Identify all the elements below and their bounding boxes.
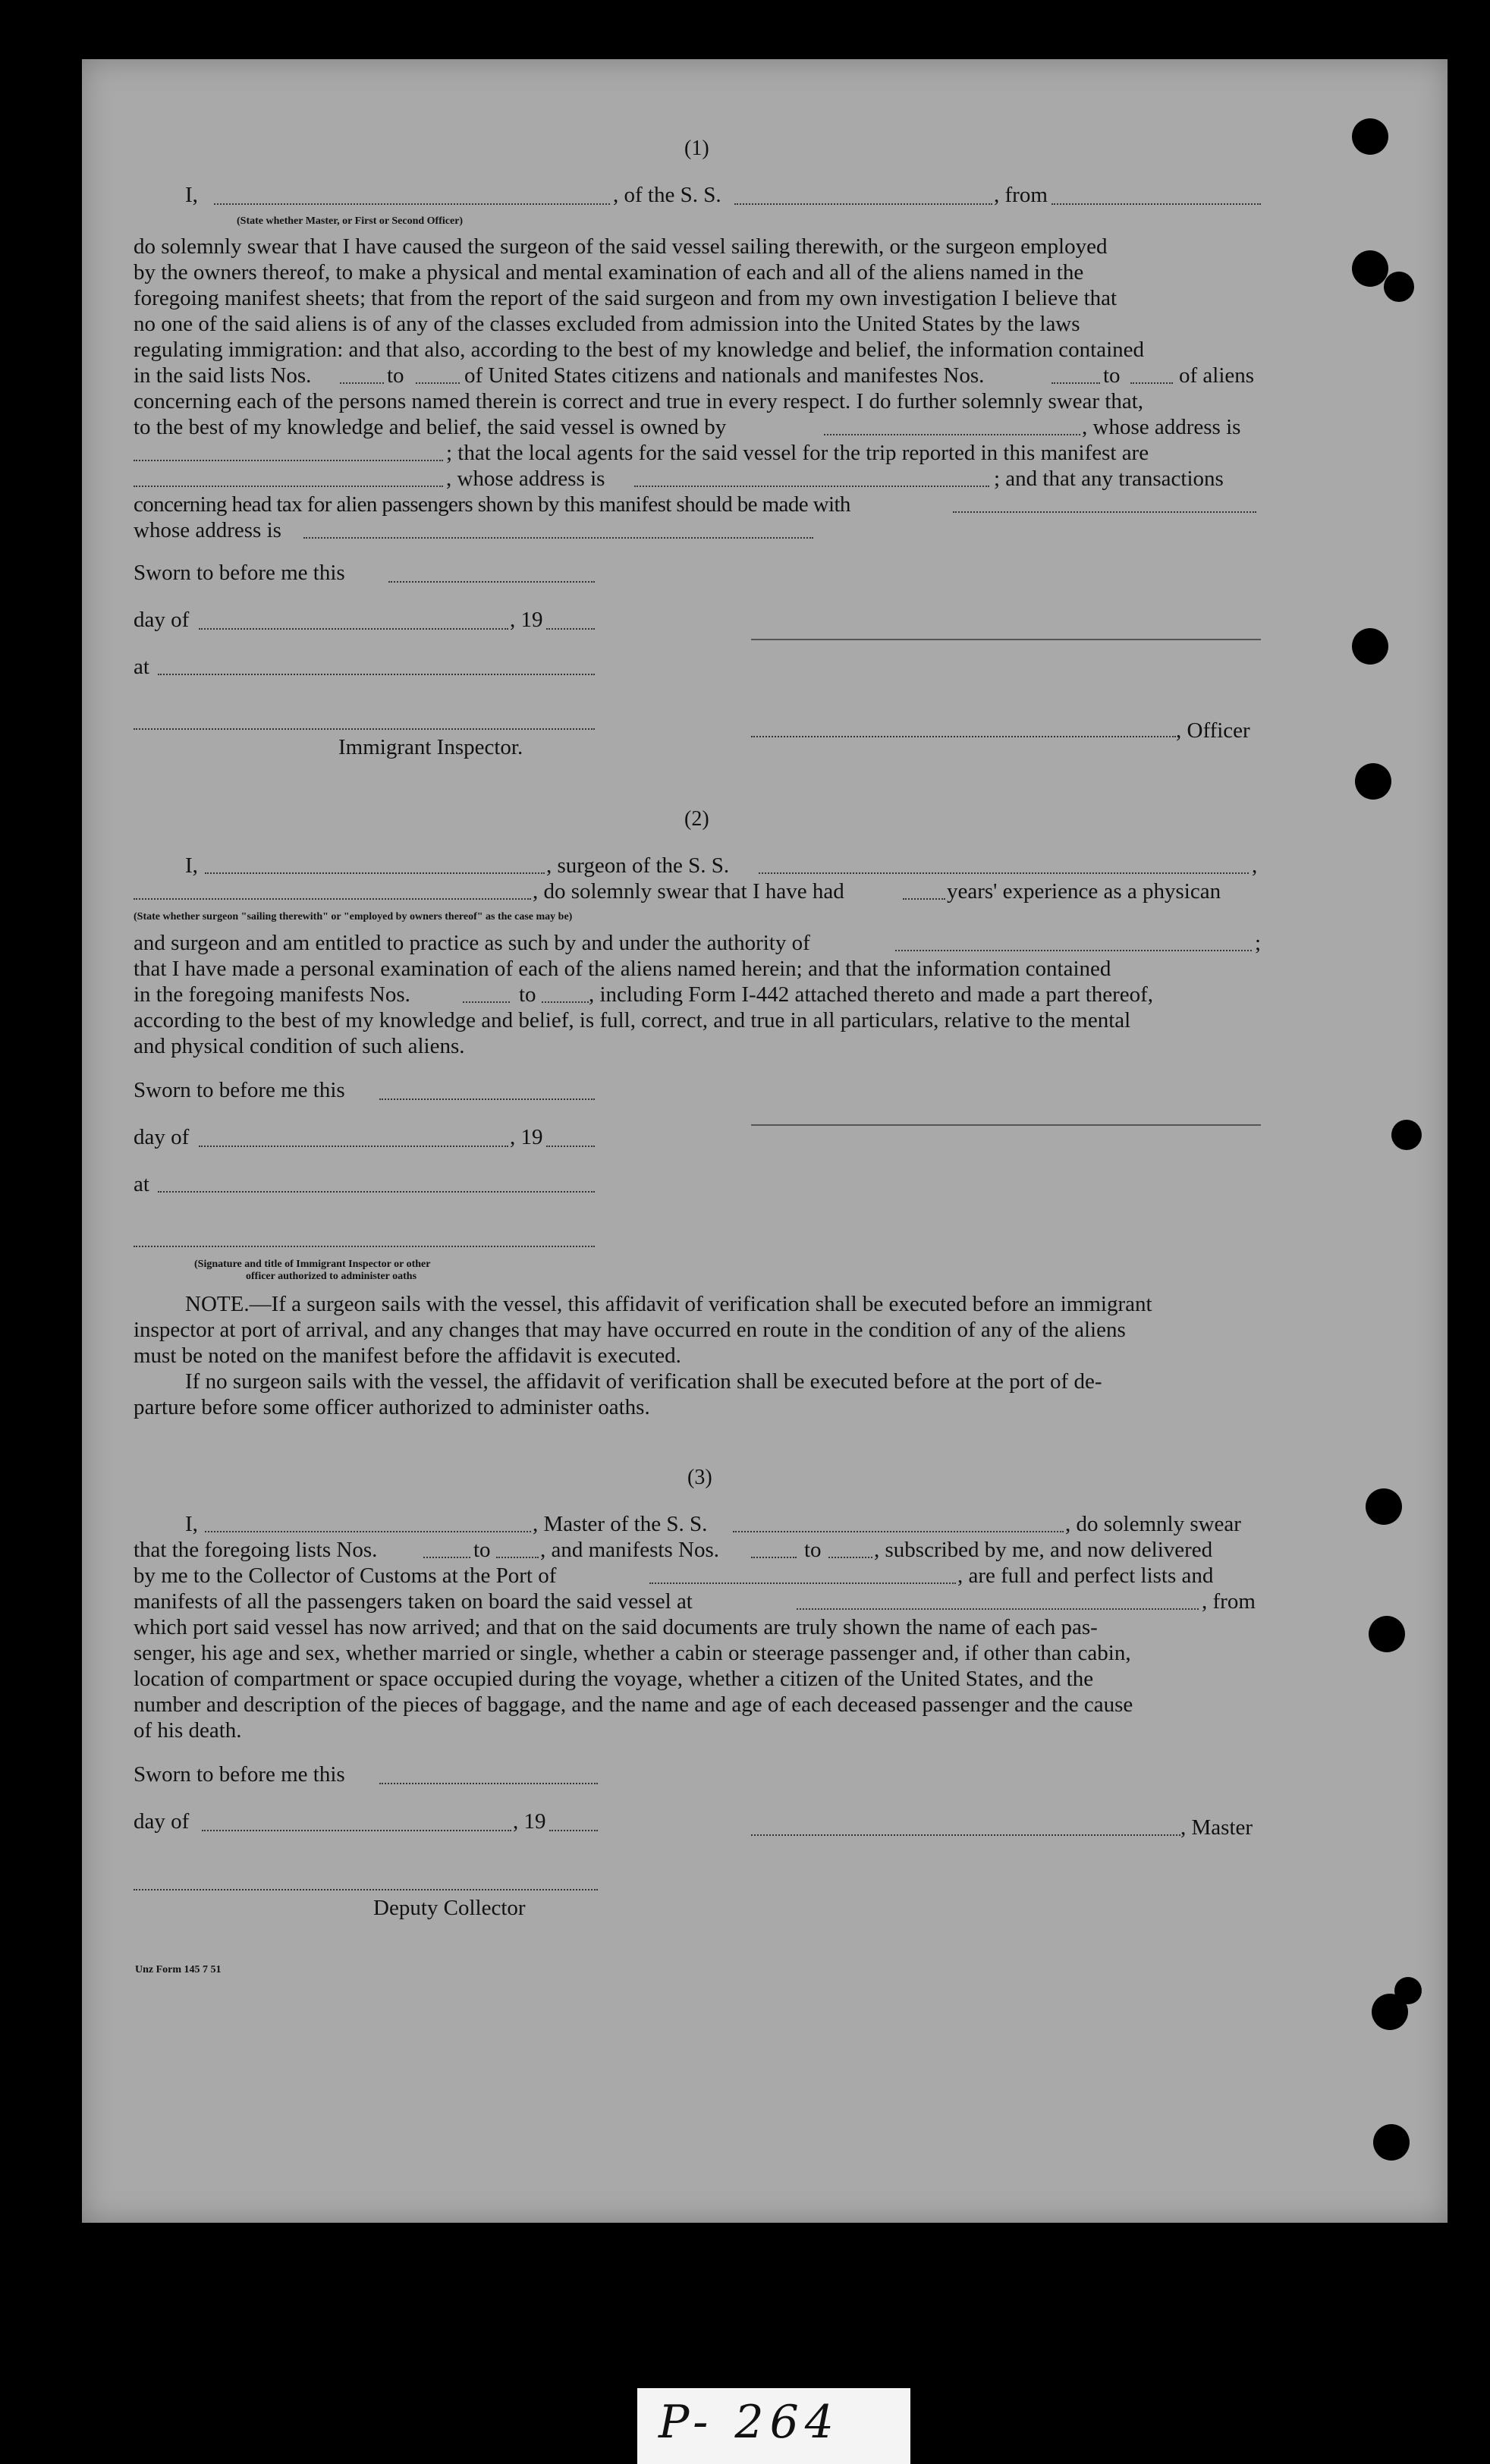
s2-note-line: parture before some officer authorized to administer oaths. [134, 1395, 650, 1419]
s3-line3-a: by me to the Collector of Customs at the Port of [134, 1564, 557, 1588]
s1-line1-ss: , of the S. S. [613, 183, 721, 207]
s3-line1-master: , Master of the S. S. [533, 1512, 708, 1536]
binder-hole [1391, 1120, 1422, 1150]
s2-surgeon-type-field[interactable] [134, 898, 531, 900]
s2-manifests-from-field[interactable] [463, 1001, 510, 1003]
s2-inspector-signature[interactable] [134, 1246, 595, 1247]
s3-line2-c: , and manifests Nos. [540, 1538, 719, 1562]
s1-owned-a: to the best of my knowledge and belief, the said vessel is owned by [134, 415, 727, 439]
s2-note-line: NOTE.—If a surgeon sails with the vessel, this affidavit of verification shall be executed before an immigrant [185, 1292, 1152, 1316]
s1-whose-a: , whose address is [446, 467, 605, 491]
s1-nos-b: to [387, 363, 404, 388]
s2-note-line: If no surgeon sails with the vessel, the affidavit of verification shall be executed before at the port of de- [185, 1369, 1102, 1394]
s1-at-field[interactable] [158, 674, 595, 675]
s1-body-line: regulating immigration: and that also, according to the best of my knowledge and belief, the information contained [134, 338, 1145, 362]
s2-line4: that I have made a personal examination of each of the aliens named herein; and that the information contained [134, 957, 1111, 981]
s1-body-line: by the owners thereof, to make a physical and mental examination of each and all of the aliens named in the [134, 260, 1084, 284]
s2-surgeon-signature[interactable] [751, 1124, 1261, 1126]
s2-vessel-field[interactable] [759, 872, 1249, 874]
s1-day-of: day of [134, 608, 190, 632]
s2-line5-b: to [519, 982, 536, 1007]
s3-line3-b: , are full and perfect lists and [957, 1564, 1214, 1588]
s1-owner-field[interactable] [824, 434, 1080, 435]
s2-line5-c: , including Form I-442 attached thereto and made a part thereof, [589, 982, 1154, 1007]
s3-body-line: location of compartment or space occupied during the voyage, whether a citizen of the United States, and the [134, 1667, 1094, 1691]
binder-hole [1373, 2124, 1410, 2161]
s1-year-field[interactable] [546, 628, 595, 630]
s3-manifests-from-field[interactable] [751, 1557, 797, 1558]
s3-deputy: Deputy Collector [373, 1896, 526, 1920]
s2-sworn: Sworn to before me this [134, 1078, 345, 1102]
binder-hole [1369, 1616, 1405, 1652]
s1-nos-a: in the said lists Nos. [134, 363, 312, 388]
s1-lists-to-field[interactable] [416, 382, 460, 384]
s2-line6: according to the best of my knowledge and belief, is full, correct, and true in all particulars, relative to the mental [134, 1008, 1131, 1032]
section-3-number: (3) [687, 1466, 712, 1489]
s3-body-line: of his death. [134, 1718, 242, 1743]
s2-line1-i: I, [185, 853, 198, 878]
s1-officer: , Officer [1176, 718, 1250, 743]
s1-officer-signature[interactable] [751, 736, 1176, 737]
binder-hole [1366, 1488, 1402, 1525]
s3-body-line: which port said vessel has now arrived; and that on the said documents are truly shown the name of each pas- [134, 1615, 1098, 1639]
s1-from-field[interactable] [1051, 203, 1261, 205]
s3-lists-from-field[interactable] [423, 1557, 470, 1558]
s3-body-line: number and description of the pieces of baggage, and the name and age of each deceased passenger and the cause [134, 1692, 1133, 1717]
form-id: Unz Form 145 7 51 [135, 1964, 222, 1975]
s2-day-field[interactable] [199, 1146, 508, 1147]
s3-embark-port-field[interactable] [797, 1608, 1199, 1610]
s1-agent-field[interactable] [134, 486, 443, 487]
s1-head-tax: concerning head tax for alien passengers shown by this manifest should be made with [134, 492, 850, 517]
s3-body-line: senger, his age and sex, whether married or single, whether a cabin or steerage passenger and, if other than cabin, [134, 1641, 1131, 1665]
s3-day-of: day of [134, 1809, 190, 1834]
s3-master: , Master [1180, 1815, 1253, 1840]
s1-whose-addr: whose address is [134, 518, 281, 542]
binder-hole [1352, 118, 1388, 155]
s1-line1-from: , from [994, 183, 1048, 207]
s1-day-field[interactable] [199, 628, 508, 630]
s3-day-field[interactable] [202, 1830, 511, 1831]
s2-manifests-to-field[interactable] [542, 1001, 589, 1003]
s3-sworn-date-field[interactable] [379, 1783, 598, 1784]
s3-line2-d: to [804, 1538, 822, 1562]
section-1-number: (1) [684, 137, 709, 160]
s3-line1-end: , do solemnly swear [1065, 1512, 1241, 1536]
s1-sworn: Sworn to before me this [134, 561, 345, 585]
s3-port-field[interactable] [649, 1582, 956, 1584]
s1-owner-address-field[interactable] [134, 460, 443, 461]
s3-line2-e: , subscribed by me, and now delivered [874, 1538, 1213, 1562]
s3-line2-b: to [473, 1538, 491, 1562]
s1-nos-d: to [1103, 363, 1121, 388]
s1-concern: concerning each of the persons named therein is correct and true in every respect. I do further solemnly swear that, [134, 389, 1144, 413]
s1-year: , 19 [510, 608, 543, 632]
s3-year: , 19 [513, 1809, 546, 1834]
s2-line5-a: in the foregoing manifests Nos. [134, 982, 410, 1007]
page-tag-label: P- 264 [659, 2396, 840, 2449]
s3-line1-i: I, [185, 1512, 198, 1536]
section-2-number: (2) [684, 807, 709, 831]
s1-manifests-from-field[interactable] [1051, 382, 1100, 384]
s1-inspector-signature[interactable] [134, 728, 595, 730]
s3-deputy-signature[interactable] [134, 1889, 598, 1890]
s1-nos-e: of aliens [1179, 363, 1255, 388]
s2-at-field[interactable] [158, 1191, 595, 1193]
s3-sworn: Sworn to before me this [134, 1762, 345, 1787]
s3-line4-b: , from [1202, 1589, 1256, 1614]
s1-head-tax-field[interactable] [953, 511, 1256, 513]
s1-agent-address-field[interactable] [634, 486, 989, 487]
s2-year: , 19 [510, 1125, 543, 1149]
s1-body-line: do solemnly swear that I have caused the surgeon of the said vessel sailing therewith, or the surgeon employed [134, 234, 1108, 259]
s3-vessel-field[interactable] [733, 1531, 1064, 1532]
s2-sig-note-1: (Signature and title of Immigrant Inspector or other [194, 1259, 431, 1270]
s1-inspector: Immigrant Inspector. [338, 735, 523, 759]
s3-master-name-field[interactable] [205, 1531, 531, 1532]
s1-agents: ; that the local agents for the said vessel for the trip reported in this manifest are [446, 441, 1149, 465]
binder-hole [1355, 763, 1391, 800]
s1-nos-c: of United States citizens and nationals and manifestes Nos. [464, 363, 985, 388]
s1-head-tax-address-field[interactable] [303, 537, 813, 539]
s3-line4-a: manifests of all the passengers taken on board the said vessel at [134, 1589, 693, 1614]
s1-at: at [134, 655, 149, 679]
binder-hole [1352, 250, 1388, 287]
s2-line3-end: ; [1255, 931, 1262, 955]
s1-line1-i: I, [185, 183, 198, 207]
s1-body-line: foregoing manifest sheets; that from the report of the said surgeon and from my own investigation I believe that [134, 286, 1118, 310]
s1-note: (State whether Master, or First or Second Officer) [237, 215, 464, 227]
s3-year-field[interactable] [549, 1830, 598, 1831]
s2-line1-surgeon: , surgeon of the S. S. [546, 853, 730, 878]
s1-whose-b: ; and that any transactions [994, 467, 1224, 491]
s2-sworn-date-field[interactable] [379, 1098, 595, 1100]
s2-at: at [134, 1172, 149, 1196]
s3-line2-a: that the foregoing lists Nos. [134, 1538, 378, 1562]
s2-years-field[interactable] [903, 898, 945, 900]
s2-surgeon-name-field[interactable] [205, 872, 545, 874]
s2-line7: and physical condition of such aliens. [134, 1034, 465, 1058]
s1-owned-b: , whose address is [1082, 415, 1241, 439]
s2-note: (State whether surgeon "sailing therewith" or "employed by owners thereof" as the case may be) [134, 911, 573, 922]
s2-authority-field[interactable] [895, 950, 1252, 951]
s1-officer-signature-top[interactable] [751, 639, 1261, 640]
s2-line2-b: years' experience as a physican [947, 879, 1221, 904]
s2-year-field[interactable] [546, 1146, 595, 1147]
s1-manifests-to-field[interactable] [1130, 382, 1173, 384]
binder-hole [1352, 628, 1388, 665]
s2-line3: and surgeon and am entitled to practice as such by and under the authority of [134, 931, 810, 955]
s2-note-line: inspector at port of arrival, and any changes that may have occurred en route in the condition of any of the aliens [134, 1318, 1126, 1342]
s1-body-line: no one of the said aliens is of any of the classes excluded from admission into the United States by the laws [134, 312, 1080, 336]
s3-manifests-to-field[interactable] [828, 1557, 872, 1558]
binder-hole [1384, 272, 1414, 302]
s1-lists-from-field[interactable] [340, 382, 384, 384]
s1-vessel-field[interactable] [734, 203, 992, 205]
s2-line2-a: , do solemnly swear that I have had [533, 879, 844, 904]
page-tag [637, 2388, 910, 2464]
s2-note-line: must be noted on the manifest before the affidavit is executed. [134, 1344, 681, 1368]
s2-sig-note-2: officer authorized to administer oaths [246, 1271, 417, 1282]
s1-officer-field[interactable] [214, 203, 610, 205]
binder-hole [1394, 1977, 1422, 2004]
s2-line1-comma: , [1252, 853, 1258, 878]
s3-master-signature[interactable] [751, 1834, 1180, 1836]
s3-lists-to-field[interactable] [496, 1557, 539, 1558]
s2-day-of: day of [134, 1125, 190, 1149]
s1-sworn-date-field[interactable] [388, 581, 595, 583]
